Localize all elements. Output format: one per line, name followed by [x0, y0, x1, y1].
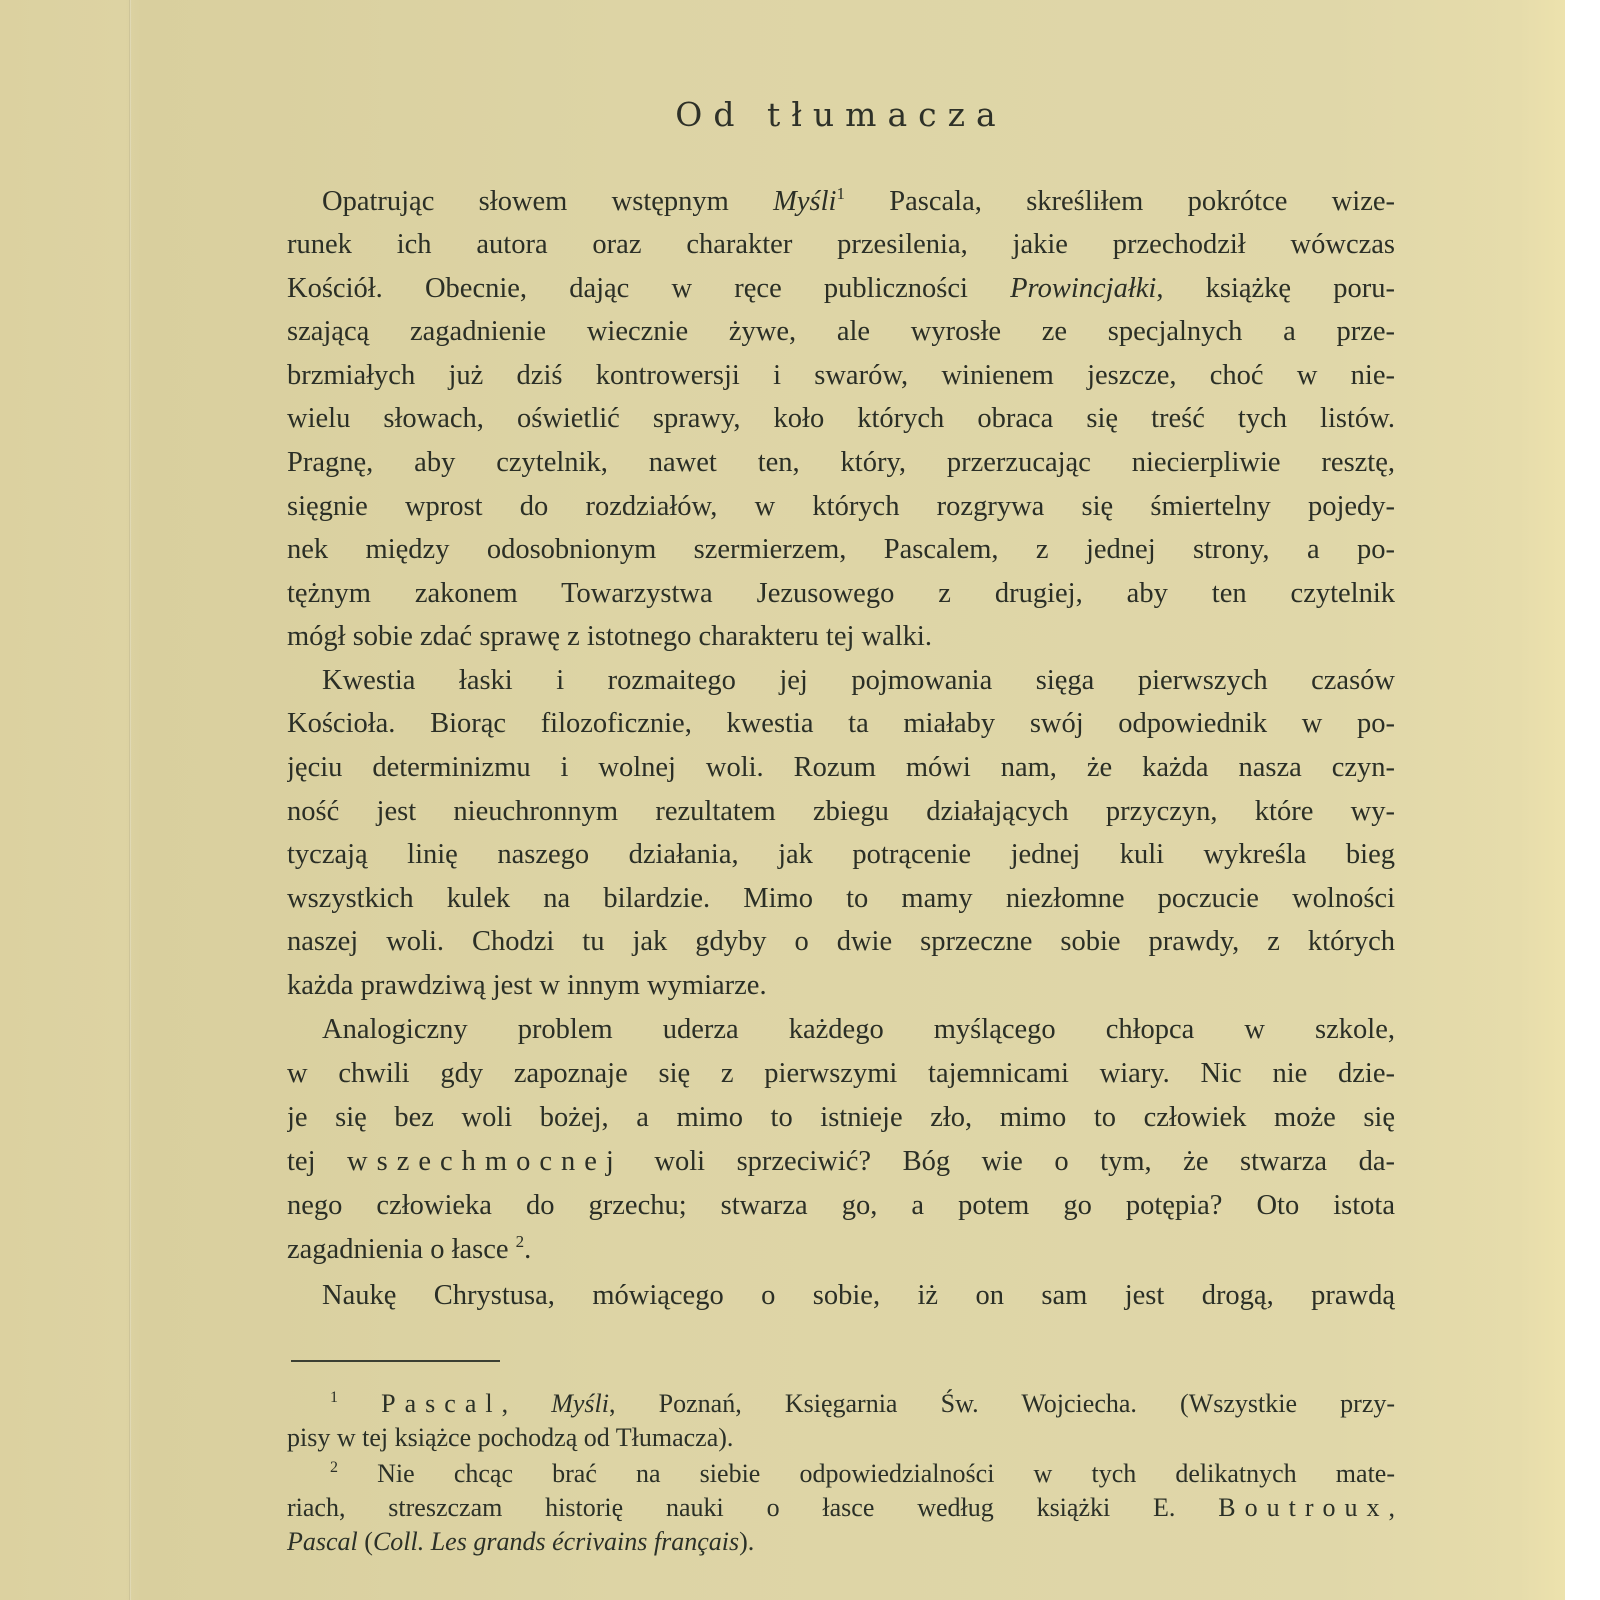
text-span: Pascala, skreśliłem pokrótce wize- [844, 186, 1395, 217]
text-line: nek między odosobnionym szermierzem, Pascalem, z jednej strony, a po- [287, 534, 1395, 565]
text-span: . [524, 1234, 532, 1265]
text-line: Pragnę, aby czytelnik, nawet ten, który, przerzucając niecierpliwie resztę, [287, 447, 1395, 478]
text-line: wszystkich kulek na bilardzie. Mimo to mamy niezłomne poczucie wolności [287, 883, 1395, 914]
text-line: szającą zagadnienie wiecznie żywe, ale wyrosłe ze specjalnych a prze- [287, 316, 1395, 347]
text-span: woli sprzeciwić? Bóg wie o tym, że stwarza da- [622, 1146, 1395, 1177]
text-line: wielu słowach, oświetlić sprawy, koło których obraca się treść tych listów. [287, 403, 1395, 434]
footnote-work: Pascal [287, 1527, 358, 1556]
footnote-2-cont [287, 1525, 1395, 1559]
footnote-collection: Coll. Les grands écrivains français [372, 1527, 740, 1556]
footnote-number: 1 [330, 1389, 338, 1406]
text-line: Kościoła. Biorąc filozoficznie, kwestia ta miałaby swój odpowiednik w po- [287, 708, 1395, 739]
text-line [322, 180, 1395, 224]
spaced-emphasis: wszechmocnej [347, 1146, 623, 1177]
text-span: , [501, 1389, 552, 1418]
text-line: brzmiałych już dziś kontrowersji i swarów, winienem jeszcze, choć w nie- [287, 360, 1395, 391]
text-span: Opatrując słowem wstępnym [322, 186, 774, 217]
text-span: riach, streszczam historię nauki o łasce według książki E. [287, 1493, 1219, 1522]
text-span: Nie chcąc brać na siebie odpowiedzialności w tych delikatnych mate- [338, 1459, 1395, 1488]
text-line: Kwestia łaski i rozmaitego jej pojmowania sięga pierwszych czasów [322, 665, 1395, 696]
text-line: runek ich autora oraz charakter przesilenia, jakie przechodził wówczas [287, 229, 1395, 260]
text-line: w chwili gdy zapoznaje się z pierwszymi tajemnicami wiary. Nic nie dzie- [287, 1058, 1395, 1089]
text-span: , książkę poru- [1156, 273, 1395, 304]
text-line: Analogiczny problem uderza każdego myślącego chłopca w szkole, [322, 1014, 1395, 1045]
chapter-title: Od tłumacza [675, 95, 1007, 134]
book-title-prowincjalki: Prowincjałki [1010, 273, 1157, 304]
text-line [287, 267, 1395, 311]
text-line: sięgnie wprost do rozdziałów, w których rozgrywa się śmiertelny pojedy- [287, 491, 1395, 522]
footnote-author: Boutroux [1218, 1493, 1389, 1522]
footnote-author: Pascal [381, 1389, 502, 1418]
footnote-2-cont [287, 1491, 1395, 1525]
text-line: jęciu determinizmu i wolnej woli. Rozum mówi nam, że każda nasza czyn- [287, 752, 1395, 783]
footnote-separator [291, 1360, 500, 1362]
text-span: , Poznań, Księgarnia Św. Wojciecha. (Wszystkie przy- [609, 1389, 1395, 1418]
text-line: Naukę Chrystusa, mówiącego o sobie, iż on sam jest drogą, prawdą [322, 1280, 1395, 1311]
text-line: tężnym zakonem Towarzystwa Jezusowego z drugiej, aby ten czytelnik [287, 578, 1395, 609]
book-title-myslі: Myśli [773, 186, 837, 217]
footnote-ref-1[interactable]: 1 [836, 184, 845, 203]
text-span: tej [287, 1146, 348, 1177]
text-span: Kościół. Obecnie, dając w ręce publiczności [287, 273, 1011, 304]
text-line: je się bez woli bożej, a mimo to istnieje zło, mimo to człowiek może się [287, 1102, 1395, 1133]
text-line [287, 1228, 1395, 1272]
footnote-number: 2 [330, 1459, 338, 1476]
text-span: ). [739, 1527, 755, 1556]
footnote-1-cont: pisy w tej książce pochodzą od Tłumacza). [287, 1423, 734, 1452]
page-fold-line [129, 0, 131, 1600]
footnote-1 [330, 1387, 1395, 1421]
text-span: , [1388, 1493, 1395, 1522]
footnote-ref-2[interactable]: 2 [515, 1232, 525, 1251]
text-line: mógł sobie zdać sprawę z istotnego charakteru tej walki. [287, 621, 932, 652]
footnote-work: Myśli [551, 1389, 609, 1418]
text-line [287, 1140, 1395, 1184]
text-line: naszej woli. Chodzi tu jak gdyby o dwie sprzeczne sobie prawdy, z których [287, 926, 1395, 957]
text-line: każda prawdziwą jest w innym wymiarze. [287, 970, 767, 1001]
text-span: ( [357, 1527, 373, 1556]
text-line: tyczają linię naszego działania, jak potrącenie jednej kuli wykreśla bieg [287, 839, 1395, 870]
text-line: ność jest nieuchronnym rezultatem zbiegu działających przyczyn, które wy- [287, 796, 1395, 827]
footnote-2 [330, 1457, 1395, 1491]
text-line: nego człowieka do grzechu; stwarza go, a potem go potępia? Oto istota [287, 1190, 1395, 1221]
text-span: zagadnienia o łasce [287, 1234, 516, 1265]
